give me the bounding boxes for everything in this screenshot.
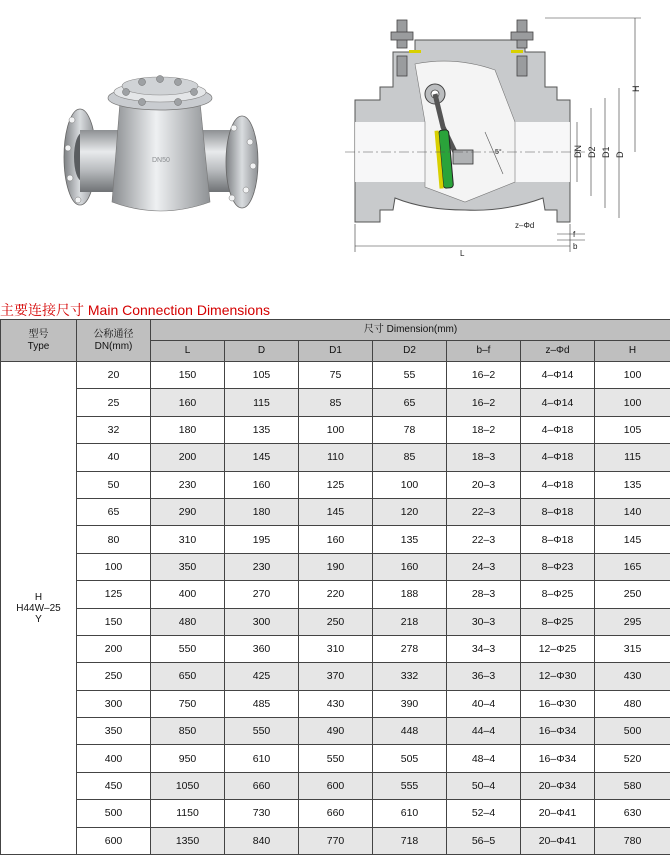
- cell-l: 480: [151, 608, 225, 635]
- dn-cell: 500: [77, 800, 151, 827]
- cell-bf: 20–3: [447, 471, 521, 498]
- dim-d2-label: D2: [587, 146, 597, 158]
- cell-d1: 770: [299, 827, 373, 854]
- cell-h: 630: [595, 800, 670, 827]
- dn-cell: 300: [77, 690, 151, 717]
- table-row: [1, 362, 670, 389]
- cell-d1: 430: [299, 690, 373, 717]
- section-title: 主要连接尺寸 Main Connection Dimensions: [0, 302, 270, 318]
- cell-d1: 110: [299, 444, 373, 471]
- cell-d: 145: [225, 444, 299, 471]
- cell-bf: 16–2: [447, 389, 521, 416]
- cell-d: 195: [225, 526, 299, 553]
- cell-d: 550: [225, 718, 299, 745]
- cell-d1: 125: [299, 471, 373, 498]
- cell-l: 950: [151, 745, 225, 772]
- dn-cell: 400: [77, 745, 151, 772]
- cell-h: 145: [595, 526, 670, 553]
- cell-bf: 40–4: [447, 690, 521, 717]
- cell-h: 115: [595, 444, 670, 471]
- cell-zd: 12–Φ30: [521, 663, 595, 690]
- cell-h: 105: [595, 416, 670, 443]
- cell-h: 295: [595, 608, 670, 635]
- cell-d1: 190: [299, 553, 373, 580]
- cell-d: 660: [225, 772, 299, 799]
- subheader-l: L: [151, 341, 225, 362]
- dim-h-label: H: [631, 85, 641, 92]
- table-row: [1, 663, 670, 690]
- seal-left: [409, 50, 421, 53]
- cell-h: 100: [595, 389, 670, 416]
- dim-zd-label: z–Φd: [515, 221, 535, 230]
- cell-d1: 75: [299, 362, 373, 389]
- dn-cell: 600: [77, 827, 151, 854]
- cell-d1: 145: [299, 498, 373, 525]
- cell-zd: 8–Φ18: [521, 526, 595, 553]
- cell-bf: 24–3: [447, 553, 521, 580]
- cell-zd: 4–Φ14: [521, 362, 595, 389]
- cell-l: 180: [151, 416, 225, 443]
- table-row: [1, 608, 670, 635]
- table-row: [1, 745, 670, 772]
- cell-l: 290: [151, 498, 225, 525]
- cell-l: 850: [151, 718, 225, 745]
- cell-d: 160: [225, 471, 299, 498]
- table-row: [1, 690, 670, 717]
- cell-d2: 160: [373, 553, 447, 580]
- cell-l: 160: [151, 389, 225, 416]
- header-type-cn: 型号: [28, 328, 49, 340]
- cell-l: 650: [151, 663, 225, 690]
- header-dn-en: DN(mm): [94, 340, 133, 352]
- table-row: [1, 553, 670, 580]
- cell-bf: 56–5: [447, 827, 521, 854]
- cell-bf: 36–3: [447, 663, 521, 690]
- angle-label: 5°: [495, 149, 502, 156]
- cell-d: 115: [225, 389, 299, 416]
- cell-h: 780: [595, 827, 670, 854]
- cell-bf: 22–3: [447, 526, 521, 553]
- cell-d1: 220: [299, 581, 373, 608]
- dn-cell: 20: [77, 362, 151, 389]
- dn-cell: 40: [77, 444, 151, 471]
- dim-dn-label: DN: [573, 145, 583, 158]
- cell-d2: 120: [373, 498, 447, 525]
- cell-h: 100: [595, 362, 670, 389]
- cell-d: 230: [225, 553, 299, 580]
- cell-bf: 18–3: [447, 444, 521, 471]
- cell-d1: 250: [299, 608, 373, 635]
- subheader-bf: b–f: [447, 341, 521, 362]
- dn-cell: 50: [77, 471, 151, 498]
- cell-l: 750: [151, 690, 225, 717]
- cell-d1: 370: [299, 663, 373, 690]
- cell-d2: 85: [373, 444, 447, 471]
- cell-bf: 44–4: [447, 718, 521, 745]
- subheader-zd: z–Φd: [521, 341, 595, 362]
- cell-d2: 188: [373, 581, 447, 608]
- cell-zd: 20–Φ34: [521, 772, 595, 799]
- table-row: [1, 718, 670, 745]
- cell-l: 150: [151, 362, 225, 389]
- dim-d1-label: D1: [601, 146, 611, 158]
- cell-d: 105: [225, 362, 299, 389]
- cell-bf: 34–3: [447, 635, 521, 662]
- table-row: [1, 635, 670, 662]
- cell-h: 165: [595, 553, 670, 580]
- valve-section-drawing: [345, 12, 665, 262]
- subheader-d2: D2: [373, 341, 447, 362]
- cell-d2: 65: [373, 389, 447, 416]
- table-row: [1, 416, 670, 443]
- cell-l: 310: [151, 526, 225, 553]
- cell-h: 135: [595, 471, 670, 498]
- cell-l: 1050: [151, 772, 225, 799]
- cell-d2: 55: [373, 362, 447, 389]
- cell-zd: 4–Φ18: [521, 471, 595, 498]
- dn-cell: 80: [77, 526, 151, 553]
- cell-d1: 490: [299, 718, 373, 745]
- dn-cell: 200: [77, 635, 151, 662]
- type-bottom: Y: [35, 613, 42, 625]
- cell-zd: 20–Φ41: [521, 800, 595, 827]
- table-row: [1, 581, 670, 608]
- cell-bf: 18–2: [447, 416, 521, 443]
- cell-d1: 660: [299, 800, 373, 827]
- cell-h: 580: [595, 772, 670, 799]
- cell-zd: 16–Φ34: [521, 745, 595, 772]
- cell-zd: 4–Φ18: [521, 416, 595, 443]
- table-row: [1, 827, 670, 854]
- cell-bf: 16–2: [447, 362, 521, 389]
- cell-d2: 610: [373, 800, 447, 827]
- type-main: H44W–25: [16, 602, 61, 614]
- cell-d: 840: [225, 827, 299, 854]
- cell-d2: 505: [373, 745, 447, 772]
- dn-cell: 150: [77, 608, 151, 635]
- header-type: [1, 320, 77, 362]
- table-row: [1, 389, 670, 416]
- cell-h: 315: [595, 635, 670, 662]
- cell-zd: 8–Φ25: [521, 581, 595, 608]
- cell-l: 1350: [151, 827, 225, 854]
- cell-d1: 550: [299, 745, 373, 772]
- dn-cell: 450: [77, 772, 151, 799]
- subheader-d1: D1: [299, 341, 373, 362]
- table-row: [1, 471, 670, 498]
- cell-l: 200: [151, 444, 225, 471]
- table-row: [1, 772, 670, 799]
- table-row: [1, 444, 670, 471]
- header-dimensions: 尺寸 Dimension(mm): [151, 320, 670, 341]
- cell-d: 610: [225, 745, 299, 772]
- cell-h: 500: [595, 718, 670, 745]
- cell-d2: 448: [373, 718, 447, 745]
- subheader-h: H: [595, 341, 670, 362]
- table-row: [1, 498, 670, 525]
- cell-zd: 8–Φ25: [521, 608, 595, 635]
- subheader-d: D: [225, 341, 299, 362]
- cell-bf: 30–3: [447, 608, 521, 635]
- cell-d: 300: [225, 608, 299, 635]
- cell-d1: 310: [299, 635, 373, 662]
- cell-d: 730: [225, 800, 299, 827]
- dim-f-label: f: [573, 230, 576, 239]
- dn-cell: 25: [77, 389, 151, 416]
- cell-d2: 390: [373, 690, 447, 717]
- cell-d2: 100: [373, 471, 447, 498]
- header-type-en: Type: [27, 340, 50, 352]
- dim-b-label: b: [573, 242, 578, 251]
- type-cell: [1, 362, 77, 855]
- cell-d2: 555: [373, 772, 447, 799]
- cell-zd: 20–Φ41: [521, 827, 595, 854]
- dim-d-label: D: [615, 151, 625, 158]
- cell-h: 140: [595, 498, 670, 525]
- cell-zd: 12–Φ25: [521, 635, 595, 662]
- cell-l: 400: [151, 581, 225, 608]
- dim-l-label: L: [460, 249, 465, 258]
- cell-l: 230: [151, 471, 225, 498]
- dimensions-table: [0, 319, 670, 855]
- cell-zd: 4–Φ14: [521, 389, 595, 416]
- valve-body-marking: DN50: [152, 157, 170, 164]
- cell-h: 250: [595, 581, 670, 608]
- cell-d: 135: [225, 416, 299, 443]
- dn-cell: 125: [77, 581, 151, 608]
- cell-l: 550: [151, 635, 225, 662]
- type-top: H: [34, 591, 43, 603]
- cell-bf: 50–4: [447, 772, 521, 799]
- cell-h: 430: [595, 663, 670, 690]
- cell-d1: 85: [299, 389, 373, 416]
- table-row: [1, 526, 670, 553]
- cell-l: 1150: [151, 800, 225, 827]
- table-row: [1, 800, 670, 827]
- cell-zd: 4–Φ18: [521, 444, 595, 471]
- dn-cell: 32: [77, 416, 151, 443]
- cell-zd: 8–Φ18: [521, 498, 595, 525]
- cell-d: 425: [225, 663, 299, 690]
- dn-cell: 350: [77, 718, 151, 745]
- cell-zd: 16–Φ30: [521, 690, 595, 717]
- cell-bf: 22–3: [447, 498, 521, 525]
- cell-bf: 28–3: [447, 581, 521, 608]
- dn-cell: 100: [77, 553, 151, 580]
- header-dn-cn: 公称通径: [93, 328, 134, 340]
- cell-d2: 218: [373, 608, 447, 635]
- cell-bf: 52–4: [447, 800, 521, 827]
- cell-bf: 48–4: [447, 745, 521, 772]
- cell-d2: 278: [373, 635, 447, 662]
- cell-d1: 100: [299, 416, 373, 443]
- cell-d1: 160: [299, 526, 373, 553]
- cell-d2: 135: [373, 526, 447, 553]
- dn-cell: 65: [77, 498, 151, 525]
- cell-d: 180: [225, 498, 299, 525]
- cell-h: 520: [595, 745, 670, 772]
- cell-d2: 78: [373, 416, 447, 443]
- cell-d1: 600: [299, 772, 373, 799]
- cell-zd: 8–Φ23: [521, 553, 595, 580]
- cell-h: 480: [595, 690, 670, 717]
- seal-right: [511, 50, 523, 53]
- cell-l: 350: [151, 553, 225, 580]
- cell-d: 360: [225, 635, 299, 662]
- cell-zd: 16–Φ34: [521, 718, 595, 745]
- cell-d: 485: [225, 690, 299, 717]
- cell-d: 270: [225, 581, 299, 608]
- dn-cell: 250: [77, 663, 151, 690]
- valve-photo: [50, 62, 270, 232]
- cell-d2: 332: [373, 663, 447, 690]
- header-dn: [77, 320, 151, 362]
- cell-d2: 718: [373, 827, 447, 854]
